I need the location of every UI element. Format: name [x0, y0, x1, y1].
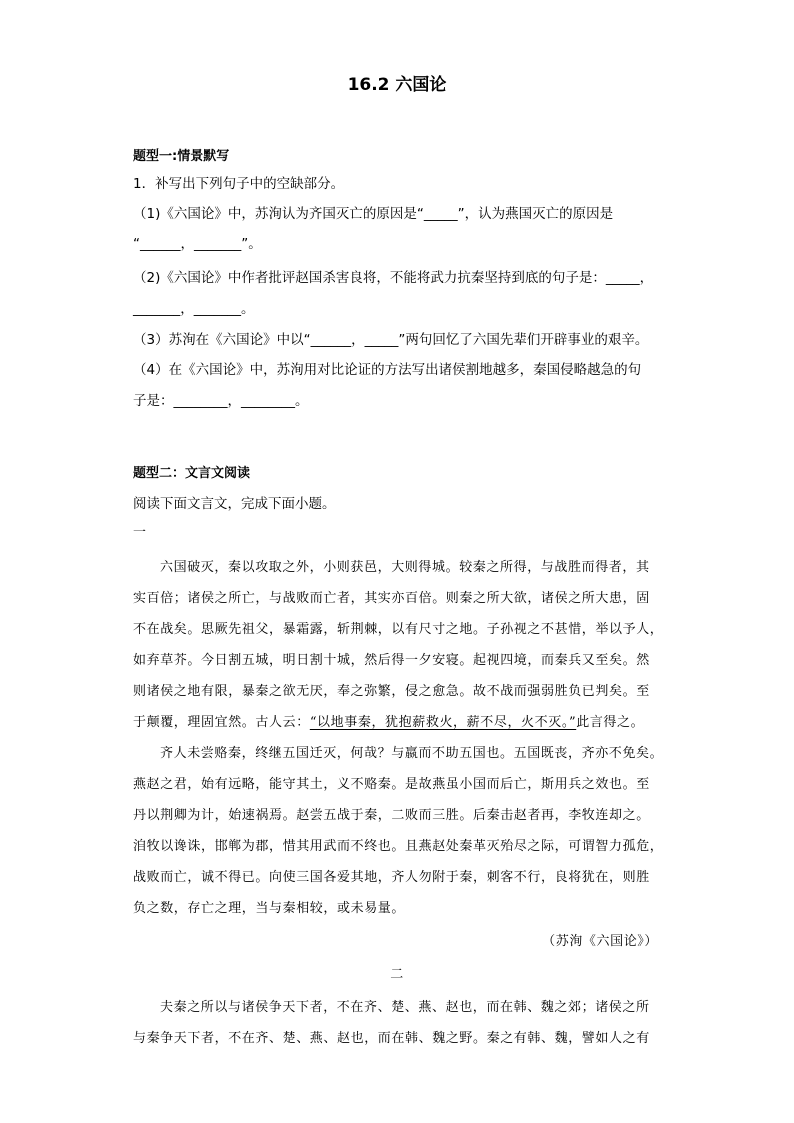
section-heading-1: 题型一:情景默写	[133, 149, 230, 164]
passage-source: （苏洵《六国论》）	[542, 934, 658, 949]
question-1-4-line1: （4）在《六国论》中，苏洵用对比论证的方法写出诸侯割地越多，秦国侵略越急的句	[133, 362, 642, 378]
passage-1-line: 六国破灭，秦以攻取之外，小则获邑，大则得城。较秦之所得，与战胜而得者，其	[160, 560, 650, 575]
passage-1-line: 如弃草芥。今日割五城，明日割十城，然后得一夕安寝。起视四境，而秦兵又至矣。然	[133, 653, 650, 668]
passage-1-line: 不在战矣。思厥先祖父，暴霜露，斩荆棘，以有尺寸之地。子孙视之不甚惜，举以予人，	[133, 622, 664, 637]
passage-2-line: 齐人未尝赂秦，终继五国迁灭，何哉？与嬴而不助五国也。五国既丧，齐亦不免矣。	[160, 746, 664, 761]
passage-1-line	[133, 711, 644, 730]
question-1-stem: 1．补写出下列句子中的空缺部分。	[133, 176, 345, 192]
question-1-2-line2: _______，_______。	[133, 301, 255, 317]
reading-instruction: 阅读下面文言文，完成下面小题。	[133, 496, 336, 512]
passage-1-mark: 一	[133, 525, 147, 540]
question-1-1-line2: “______，_______”。	[133, 236, 262, 252]
page-title: 16.2 六国论	[347, 75, 447, 95]
passage-3-line: 与秦争天下者，不在齐、楚、燕、赵也，而在韩、魏之野。秦之有韩、魏，譬如人之有	[133, 1031, 650, 1046]
passage-2-line: 负之数，存亡之理，当与秦相较，或未易量。	[133, 901, 406, 916]
passage-1-underlined-quote: “以地事秦，犹抱薪救火，薪不尽，火不灭。”	[309, 715, 577, 730]
question-1-3: （3）苏洵在《六国论》中以“______，_____”两句回忆了六国先辈们开辟事业的艰辛。	[133, 332, 649, 348]
passage-3-line: 夫秦之所以与诸侯争天下者，不在齐、楚、燕、赵也，而在韩、魏之郊；诸侯之所	[160, 1000, 650, 1015]
passage-2-line: 洎牧以谗诛，邯郸为郡，惜其用武而不终也。且燕赵处秦革灭殆尽之际，可谓智力孤危，	[133, 839, 664, 854]
passage-1-line: 实百倍；诸侯之所亡，与战败而亡者，其实亦百倍。则秦之所大欲，诸侯之所大患，固	[133, 591, 650, 606]
section-heading-2: 题型二：文言文阅读	[133, 466, 251, 481]
passage-2-mark: 二	[390, 967, 404, 982]
question-1-2-line1: （2)《六国论》中作者批评赵国杀害良将，不能将武力抗秦坚持到底的句子是：_____，	[133, 270, 654, 286]
passage-2-line: 丹以荆卿为计，始速祸焉。赵尝五战于秦，二败而三胜。后秦击赵者再，李牧连却之。	[133, 808, 650, 823]
question-1-4-line2: 子是：________，________。	[133, 393, 309, 409]
passage-2-line: 战败而亡，诚不得已。向使三国各爱其地，齐人勿附于秦，刺客不行，良将犹在，则胜	[133, 870, 650, 885]
passage-1-line: 则诸侯之地有限，暴秦之欲无厌，奉之弥繁，侵之愈急。故不战而强弱胜负已判矣。至	[133, 684, 650, 699]
passage-1-text: 于颠覆，理固宜然。古人云：	[133, 715, 310, 730]
passage-2-line: 燕赵之君，始有远略，能守其土，义不赂秦。是故燕虽小国而后亡，斯用兵之效也。至	[133, 777, 650, 792]
passage-1-text: 此言得之。	[576, 715, 645, 730]
question-1-1-line1: （1)《六国论》中，苏洵认为齐国灭亡的原因是“_____”，认为燕国灭亡的原因是	[133, 206, 614, 222]
